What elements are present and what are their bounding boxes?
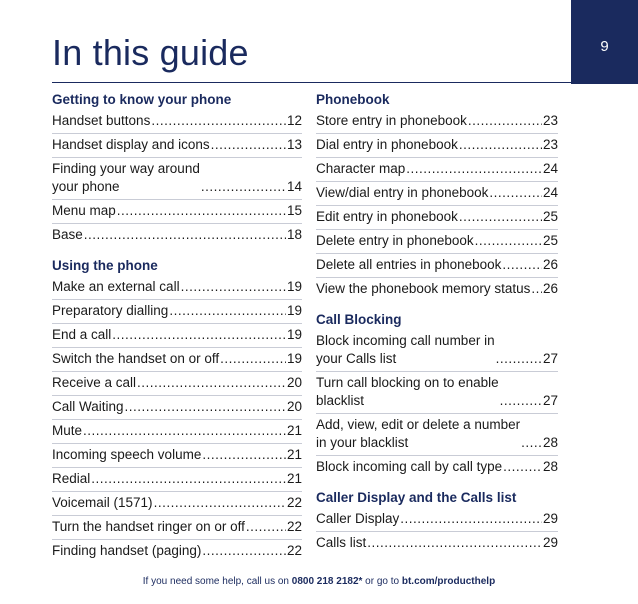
toc-entry-label: Dial entry in phonebook [316,137,458,152]
dot-leader [112,326,286,344]
toc-entry[interactable] [316,372,558,414]
toc-entry[interactable] [52,516,302,540]
toc-entry-label: End a call [52,327,112,342]
toc-entry-page: 23 [542,137,558,152]
toc-entry-label: Call Waiting [52,399,124,414]
dot-leader [502,256,542,274]
toc-entry-label: View/dial entry in phonebook [316,185,489,200]
toc-entry-label: Redial [52,471,91,486]
dot-leader [459,208,542,226]
toc-entry[interactable] [316,508,558,532]
toc-entry-page: 20 [286,399,302,414]
toc-entry-page: 19 [286,279,302,294]
toc-entry-label: Delete all entries in phonebook [316,257,502,272]
toc-entry-page: 13 [286,137,302,152]
toc-entry-page: 19 [286,351,302,366]
toc-entry-label: View the phonebook memory status [316,281,531,296]
dot-leader [459,136,542,154]
dot-leader [246,518,286,536]
dot-leader [489,184,542,202]
toc-entry-page: 23 [542,113,558,128]
dot-leader [117,202,286,220]
toc-entry-label: Make an external call [52,279,180,294]
toc-entry-page: 18 [286,227,302,242]
toc-entry-label: Finding your way around your phone [52,161,200,194]
toc-entry-page: 29 [542,535,558,550]
toc-entry[interactable] [316,206,558,230]
toc-entry-page: 27 [542,393,558,408]
toc-entry-label: Incoming speech volume [52,447,202,462]
toc-entry-page: 19 [286,327,302,342]
toc-entry-label: Caller Display [316,511,400,526]
toc-section [52,256,302,563]
toc-entry[interactable] [316,278,558,301]
dot-leader [400,510,542,528]
dot-leader [125,398,286,416]
toc-entry[interactable] [316,254,558,278]
section-heading: Getting to know your phone [52,92,232,107]
toc-entry-page: 28 [542,459,558,474]
toc-entry-page: 29 [542,511,558,526]
section-heading: Phonebook [316,92,390,107]
dot-leader [406,160,542,178]
dot-leader [137,374,286,392]
dot-leader [211,136,286,154]
toc-section [52,90,302,247]
footer-middle: or go to [362,576,402,587]
dot-leader [367,534,542,552]
toc-entry-label: Add, view, edit or delete a number in your blacklist [316,417,521,450]
toc-entry[interactable] [52,324,302,348]
toc-entry-page: 15 [286,203,302,218]
toc-entry[interactable] [316,532,558,555]
toc-entry-label: Block incoming call number in your Calls list [316,333,495,366]
toc-entry-page: 24 [542,185,558,200]
section-heading: Call Blocking [316,312,402,327]
toc-entry[interactable] [52,540,302,563]
toc-entry-label: Calls list [316,535,367,550]
toc-entry-page: 14 [286,179,302,194]
dot-leader [154,494,286,512]
dot-leader [181,278,286,296]
dot-leader [220,350,286,368]
toc-entry[interactable] [52,444,302,468]
dot-leader [84,226,286,244]
footer-prefix: If you need some help, call us on [142,576,292,587]
toc-entry-label: Handset display and icons [52,137,210,152]
toc-section [316,310,558,479]
toc-entry-label: Finding handset (paging) [52,543,202,558]
page-number: 9 [600,37,609,55]
toc-entry[interactable] [316,134,558,158]
toc-entry-page: 25 [542,209,558,224]
toc-column-left [52,90,302,572]
toc-entry-label: Block incoming call by call type [316,459,503,474]
toc-entry[interactable] [52,276,302,300]
toc-entry-label: Turn the handset ringer on or off [52,519,245,534]
toc-entry[interactable] [316,230,558,254]
dot-leader [475,232,542,250]
toc-entry[interactable] [52,224,302,247]
dot-leader [468,112,542,130]
toc-entry-page: 26 [542,257,558,272]
toc-section [316,90,558,301]
toc-entry[interactable] [316,158,558,182]
toc-entry-label: Receive a call [52,375,137,390]
toc-entry[interactable] [52,420,302,444]
toc-entry-label: Base [52,227,83,242]
toc-entry-page: 21 [286,471,302,486]
toc-entry[interactable] [52,468,302,492]
title-divider [52,82,571,83]
page-title: In this guide [52,32,249,73]
dot-leader [531,280,542,298]
toc-entry-page: 27 [542,351,558,366]
toc-column-right [316,90,558,564]
section-heading: Caller Display and the Calls list [316,490,517,505]
footer-phone: 0800 218 2182* [291,576,363,587]
toc-entry[interactable] [316,182,558,206]
dot-leader [91,470,286,488]
dot-leader [83,422,286,440]
toc-entry-label: Voicemail (1571) [52,495,153,510]
toc-entry[interactable] [52,158,302,200]
toc-entry-page: 19 [286,303,302,318]
toc-entry[interactable] [316,110,558,134]
toc-entry-label: Preparatory dialling [52,303,169,318]
toc-entry-page: 20 [286,375,302,390]
toc-entry-page: 22 [286,495,302,510]
toc-entry-page: 22 [286,543,302,558]
help-footer [0,576,638,587]
toc-entry[interactable] [52,110,302,134]
toc-entry-page: 21 [286,447,302,462]
toc-entry-label: Handset buttons [52,113,151,128]
toc-entry[interactable] [52,300,302,324]
toc-entry-label: Turn call blocking on to enable blacklist [316,375,499,408]
page-number-tab [571,0,638,84]
dot-leader [201,178,286,196]
toc-entry[interactable] [52,372,302,396]
dot-leader [500,392,542,410]
toc-entry[interactable] [52,492,302,516]
dot-leader [503,458,542,476]
dot-leader [169,302,286,320]
toc-entry-page: 21 [286,423,302,438]
toc-entry-label: Menu map [52,203,116,218]
toc-entry-page: 22 [286,519,302,534]
footer-url[interactable]: bt.com/producthelp [401,576,496,587]
dot-leader [202,446,286,464]
toc-entry[interactable] [316,456,558,479]
toc-entry-label: Delete entry in phonebook [316,233,474,248]
toc-entry[interactable] [316,330,558,372]
toc-entry-label: Store entry in phonebook [316,113,467,128]
toc-entry[interactable] [52,200,302,224]
toc-entry-page: 24 [542,161,558,176]
toc-entry-label: Switch the handset on or off [52,351,220,366]
toc-entry-page: 25 [542,233,558,248]
toc-entry-page: 28 [542,435,558,450]
toc-entry-label: Character map [316,161,406,176]
toc-entry-label: Mute [52,423,83,438]
toc-entry[interactable] [52,134,302,158]
toc-entry-page: 26 [542,281,558,296]
dot-leader [496,350,542,368]
toc-entry-page: 12 [286,113,302,128]
toc-entry[interactable] [52,396,302,420]
toc-entry[interactable] [316,414,558,456]
toc-section [316,488,558,555]
dot-leader [521,434,542,452]
dot-leader [202,542,286,560]
dot-leader [151,112,286,130]
toc-entry-label: Edit entry in phonebook [316,209,458,224]
section-heading: Using the phone [52,258,158,273]
toc-entry[interactable] [52,348,302,372]
